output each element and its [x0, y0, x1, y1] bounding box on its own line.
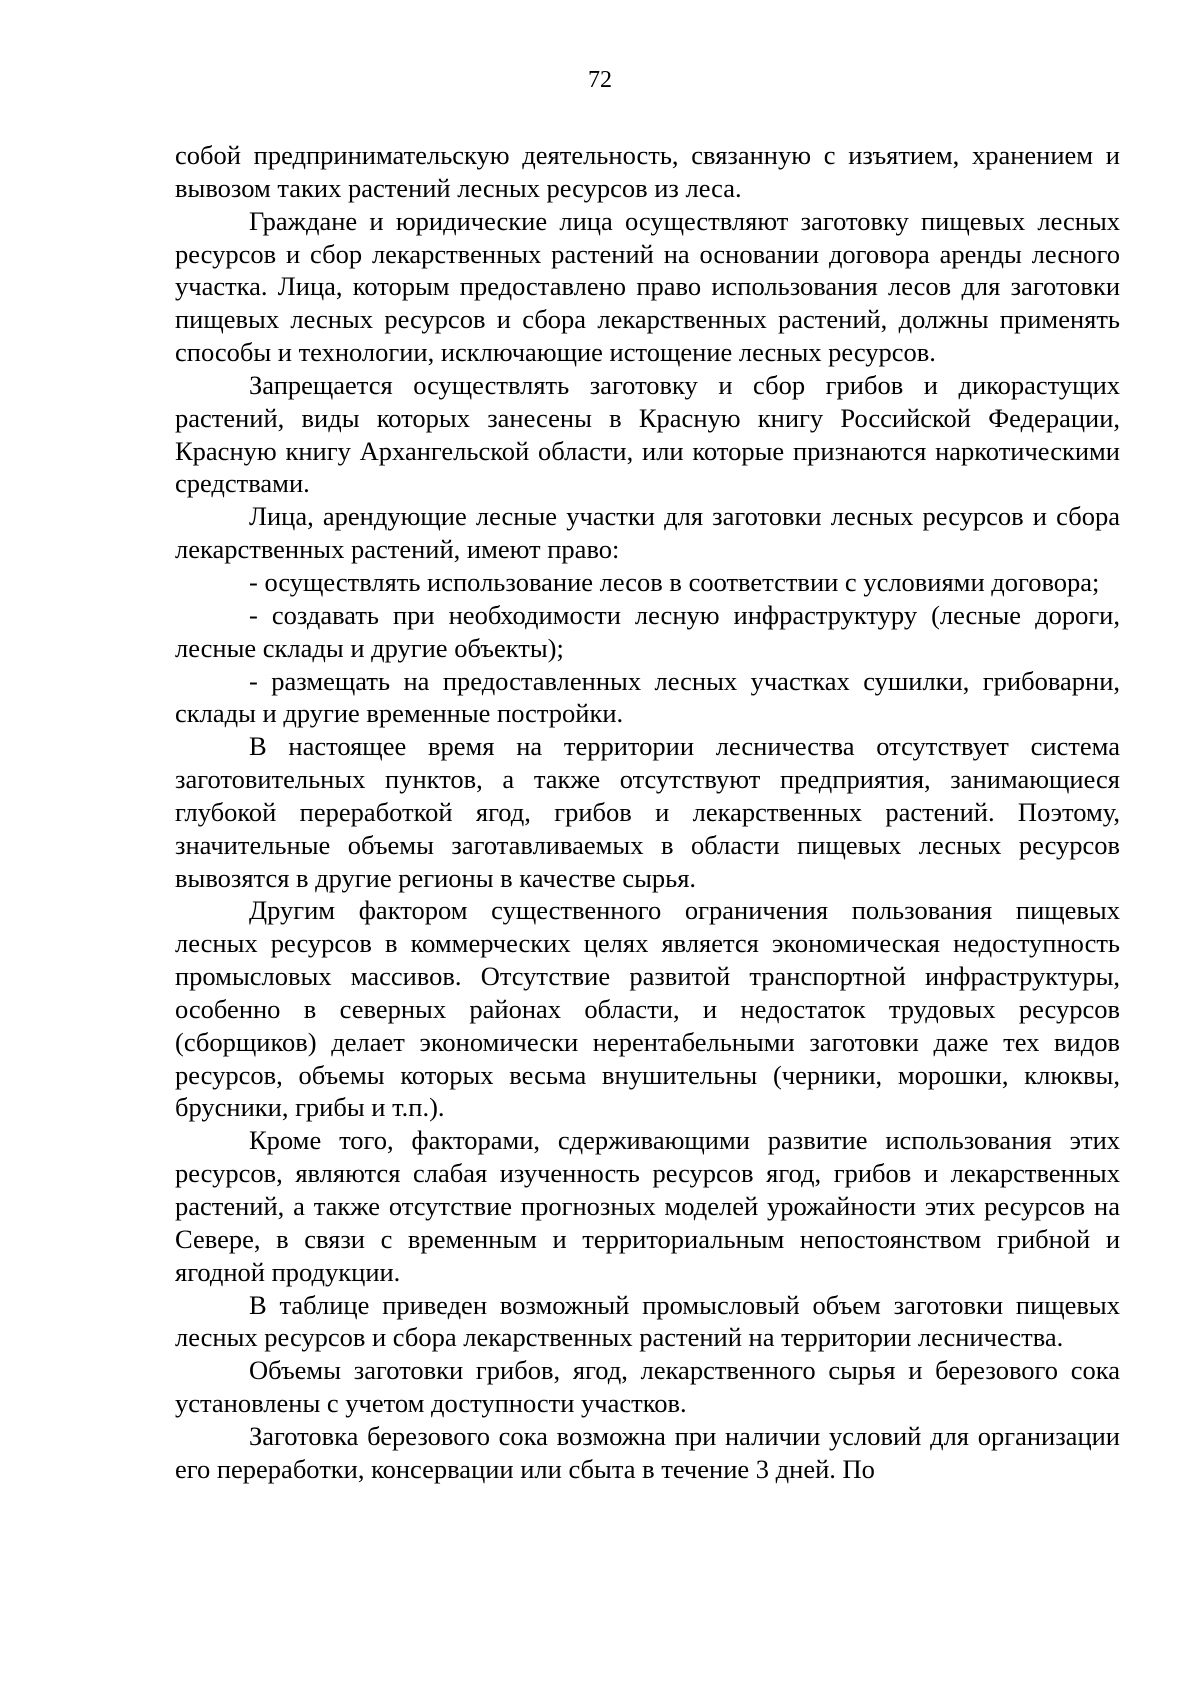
paragraph-tenant-rights: Лица, арендующие лесные участки для заготовки лесных ресурсов и сбора лекарственных растений, имеют право:: [175, 501, 1120, 565]
body-text: [175, 139, 1120, 1486]
paragraph-birch-sap: Заготовка березового сока возможна при наличии условий для организации его переработки, консервации или сбыта в течение 3 дней. По: [175, 1420, 1120, 1484]
paragraph-volumes: Объемы заготовки грибов, ягод, лекарственного сырья и березового сока установлены с учетом доступности участков.: [175, 1355, 1120, 1419]
list-item-temporary-buildings: - размещать на предоставленных лесных участках сушилки, грибоварни, склады и другие временные постройки.: [175, 665, 1120, 729]
paragraph-current-situation: В настоящее время на территории лесничества отсутствует система заготовительных пунктов, а также отсутствуют предприятия, занимающиеся глубокой переработкой ягод, грибов и лекарственных растений. Поэтому, значительные объемы заготавливаемых в области пищевых лесных ресурсов вывозятся в другие регионы в качестве сырья.: [175, 731, 1120, 893]
paragraph-harvesting-basis: Граждане и юридические лица осуществляют заготовку пищевых лесных ресурсов и сбор лекарственных растений на основании договора аренды лесного участка. Лица, которым предоставлено право использования лесов для заготовки пищевых лесных ресурсов и сбора лекарственных растений, должны применять способы и технологии, исключающие истощение лесных ресурсов.: [175, 205, 1120, 368]
paragraph-prohibition: Запрещается осуществлять заготовку и сбор грибов и дикорастущих растений, виды которых занесены в Красную книгу Российской Федерации, Красную книгу Архангельской области, или которые признаются наркотическими средствами.: [175, 369, 1120, 499]
paragraph-continuation: собой предпринимательскую деятельность, связанную с изъятием, хранением и вывозом таких растений лесных ресурсов из леса.: [175, 140, 1120, 203]
list-item-infrastructure: - создавать при необходимости лесную инфраструктуру (лесные дороги, лесные склады и другие объекты);: [175, 599, 1120, 663]
list-item-forest-use: - осуществлять использование лесов в соответствии с условиями договора;: [249, 566, 1100, 597]
page-number: 72: [588, 67, 612, 93]
paragraph-restraining-factors: Кроме того, факторами, сдерживающими развитие использования этих ресурсов, являются слабая изученность ресурсов ягод, грибов и лекарственных растений, а также отсутствие прогнозных моделей урожайности этих ресурсов на Севере, в связи с временным и территориальным непостоянством грибной и ягодной продукции.: [175, 1125, 1120, 1287]
paragraph-table-reference: В таблице приведен возможный промысловый объем заготовки пищевых лесных ресурсов и сбора лекарственных растений на территории лесничества.: [175, 1289, 1120, 1353]
paragraph-limiting-factor: Другим фактором существенного ограничения пользования пищевых лесных ресурсов в коммерческих целях является экономическая недоступность промысловых массивов. Отсутствие развитой транспортной инфраструктуры, особенно в северных районах области, и недостаток трудовых ресурсов (сборщиков) делает экономически нерентабельными заготовки даже тех видов ресурсов, объемы которых весьма внушительны (черники, морошки, клюквы, брусники, грибы и т.п.).: [175, 895, 1120, 1123]
